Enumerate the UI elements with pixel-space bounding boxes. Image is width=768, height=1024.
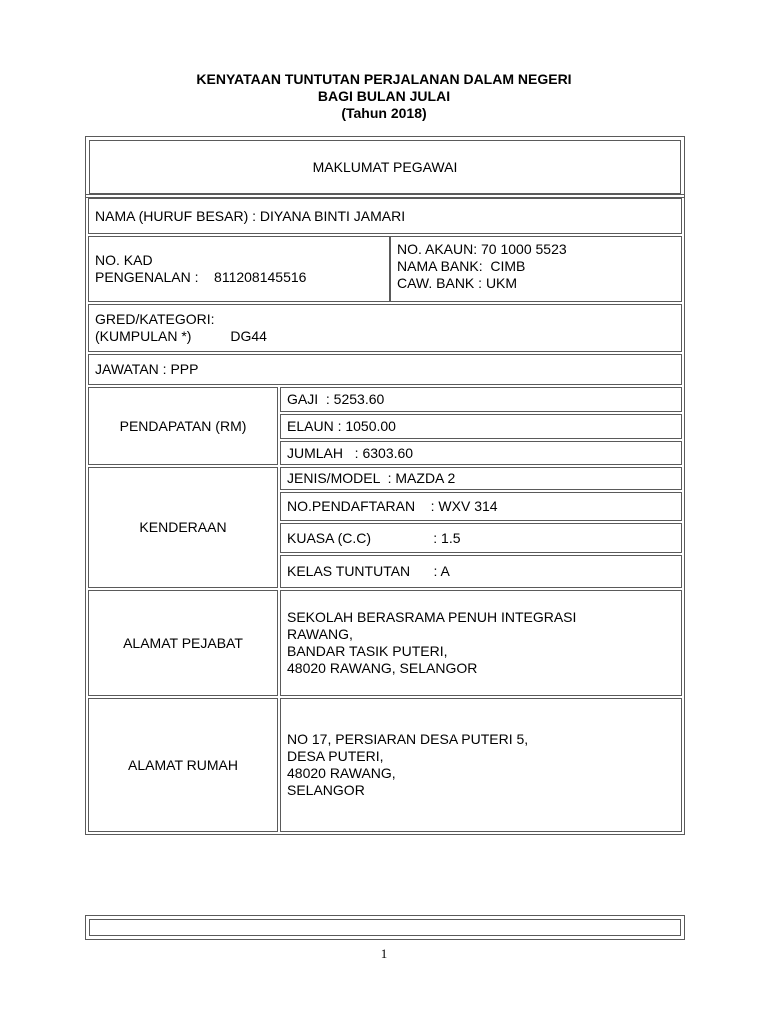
kad-label: NO. KAD [95,252,153,268]
kuasa-cell [280,523,682,553]
akaun-number: NO. AKAUN: 70 1000 5523 [397,241,567,257]
pendapatan-label: PENDAPATAN (RM) [119,417,247,434]
alamat-pejabat-line4: 48020 RAWANG, SELANGOR [287,660,478,676]
pendapatan-label-cell [88,387,278,465]
alamat-rumah-line4: SELANGOR [287,782,365,798]
gred-label: GRED/KATEGORI: [95,311,215,327]
jumlah-cell [280,441,682,465]
alamat-pejabat-line3: BANDAR TASIK PUTERI, [287,643,448,659]
kuasa-text: KUASA (C.C) : 1.5 [287,529,461,546]
kenderaan-label: KENDERAAN [139,519,227,535]
header-year: (Tahun 2018) [341,105,427,121]
kad-cell [88,236,390,302]
alamat-rumah-line3: 48020 RAWANG, [287,765,396,781]
gred-row [88,304,682,352]
kenderaan-label-cell [88,467,278,588]
footer-box-inner [89,919,681,936]
alamat-pejabat-label-cell [88,590,278,696]
gaji-text: GAJI : 5253.60 [287,391,385,407]
alamat-rumah-label: ALAMAT RUMAH [128,756,238,773]
page-number: 1 [380,946,388,961]
alamat-rumah-label-cell [88,698,278,832]
alamat-pejabat-line1: SEKOLAH BERASRAMA PENUH INTEGRASI [287,609,577,625]
section-title-text: MAKLUMAT PEGAWAI [312,158,458,175]
kelas-cell [280,555,682,588]
alamat-pejabat-cell [280,590,682,696]
header-month: BAGI BULAN JULAI [317,88,451,104]
alamat-rumah-cell [280,698,682,832]
bank-name: NAMA BANK: CIMB [397,258,526,274]
elaun-text: ELAUN : 1050.00 [287,418,396,434]
alamat-pejabat-line2: RAWANG, [287,626,353,642]
elaun-cell [280,414,682,439]
kad-value: PENGENALAN : 811208145516 [95,269,307,285]
jenis-text: JENIS/MODEL : MAZDA 2 [287,470,456,486]
alamat-rumah-line2: DESA PUTERI, [287,748,384,764]
jenis-cell [280,467,682,490]
kelas-text: KELAS TUNTUTAN : A [287,563,450,579]
gred-value: (KUMPULAN *) DG44 [95,328,267,344]
nama-text: NAMA (HURUF BESAR) : DIYANA BINTI JAMARI [95,207,406,224]
alamat-rumah-line1: NO 17, PERSIARAN DESA PUTERI 5, [287,731,529,747]
alamat-pejabat-label: ALAMAT PEJABAT [123,634,243,651]
section-title [89,140,681,194]
akaun-cell [390,236,682,302]
jumlah-text: JUMLAH : 6303.60 [287,444,414,461]
nama-row [88,198,682,234]
document-header [0,71,768,122]
jawatan-text: JAWATAN : PPP [95,361,199,377]
header-title: KENYATAAN TUNTUTAN PERJALANAN DALAM NEGERI [196,71,572,87]
pendaftaran-text: NO.PENDAFTARAN : WXV 314 [287,498,498,514]
gaji-cell [280,387,682,412]
pendaftaran-cell [280,492,682,521]
jawatan-row [88,354,682,385]
bank-branch: CAW. BANK : UKM [397,275,518,291]
